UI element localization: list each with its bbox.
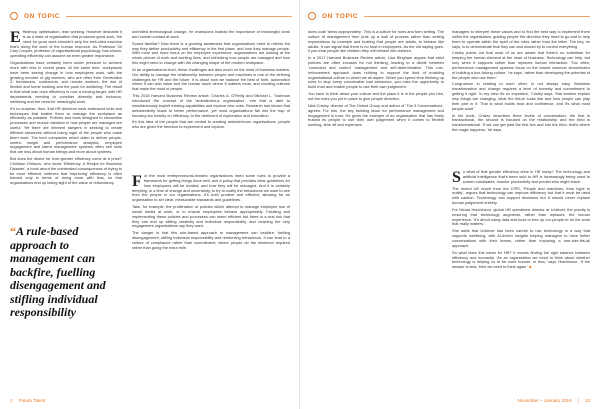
header-rule — [364, 16, 590, 17]
body-paragraph: In his book, Crisley describes three levels of conversation: the first is transactional, the second is focused on the relationship and the third is transformational. 'If we can get past the first two and into the third, that's where the magic happens,' he says. — [452, 112, 590, 133]
body-paragraph: You have to think about your culture and the place it is in the people you hire, not the rules you put in place to give people direction. — [308, 91, 444, 101]
body-paragraph: managers to interpret these values and to find the best way to implement them within the organisation, guiding people the direction they need to go and to help them to operate within the spirit of the rules rather than the letter. The key, he says, is to demonstrate that they can and should try to control everything. — [452, 30, 590, 49]
body-paragraph: So what does this mean for HR? It means finding the right balance between efficiency and humanity. 'As an organisation we need to think about whether technology is helping us to be more human, or less,' says Hutchinson. 'If the answer is less, then we need to think again.' ■ — [452, 249, 590, 270]
publication-name: Future Talent — [18, 398, 46, 403]
header-rule — [66, 16, 292, 17]
page-number: 13 — [584, 398, 590, 403]
body-paragraph: It's no surprise, then, that HR directors have embraced tools and techniques that enable them to manage the workplace as efficiently as possible. Policies and tools designed to streamline processes and reduce variation in how people are managed are useful. Yet there are inherent dangers in seeking to create efficient structures without losing sight of the people who make them work. The tech companies which claim to deliver people-centric insight and performance analytics, employee engagement and talent management systems often sell tools that are less about human beings and more about systems. — [10, 105, 122, 155]
left-header — [10, 10, 292, 22]
section-label: ON TOPIC — [322, 12, 359, 20]
right-column-2-lower — [452, 170, 590, 390]
end-mark-icon: ■ — [529, 264, 532, 270]
body-paragraph: The recent UK report from the CIPD, 'People and machines: from hype to reality', argues that technology can improve efficiency but that it must be used with caution. Technology can support decisions but it should never replace human judgement entirely. — [452, 185, 590, 206]
issue-date: November – January 2019 — [517, 398, 572, 403]
body-paragraph: The danger is that this rule-based approach to management can backfire, fuelling disengagement, stifling individual responsibility and reinforcing behaviours. It can lead to a culture of compliance rather than commitment, where people do the minimum required rather than going the extra mile. — [132, 230, 290, 250]
body-paragraph: But does the desire for ever-greater efficiency come at a price? Christian Ohlsson, who wrote 'Efficiency: A Recipe for Business Disaster', a book about the unintended consequences of trying to be more efficient, believes that 'improving' efficiency is often framed only in terms of doing more with less, so that organisations end up losing sight of the value of redundancy. — [10, 156, 122, 186]
lead-paragraph: Efficiency, optimisation, lean working. However desirable it is as a state of organisation that produces good work, the need for good work shouldn't strip the well-oiled machine that's doing the work of the human resource. As Professor Sir Cary Cooper, professor of organisational psychology, has shown, operating efficiently can assume an even greater importance. — [10, 30, 122, 59]
body-paragraph: does code 'dress appropriately'. This is a culture for rules and form setting. The culture of management then puts up a wall of process rather than setting expectations by example and trusting that people are adults, to behave like adults. It can signal that there is no trust in employees. As the old saying goes, if you treat people like children they will behave like children. — [308, 30, 444, 54]
body-paragraph: Take, for example, the proliferation of policies which attempt to manage employee use of social media at work, or to ensure employees behave appropriately. Creating and implementing these policies and processes can seem efficient but there is a real risk that they can end up stifling creativity and individual responsibility, and crushing the very engagement organisations say they want. — [132, 204, 290, 229]
right-header — [308, 10, 590, 22]
left-column-2-lower — [132, 174, 290, 389]
right-column-2 — [452, 30, 590, 165]
body-paragraph: unbridled technological change, he champions instead the importance of meaningful work and human contact at work. — [132, 30, 290, 39]
body-paragraph: For Nicola Hutchinson, global HR operations director at Unilever, the priority is ensuring that technology augments, rather than replaces, the human experience. 'It's about using data and tools to free up our people to do the work that really matters.' — [452, 206, 590, 227]
body-paragraph: Nick Crisley, director of The Oxford Group and author of 'The 3 Conversations', agrees. For him, the key building block for performance management and engagement is trust. He gives the example of an organisation that has freely trusted its people to use their own judgement when it comes to flexible working, time off and expenses. — [308, 102, 444, 128]
left-footer — [10, 398, 45, 403]
left-column-1 — [10, 30, 122, 220]
footer-separator: | — [577, 398, 579, 403]
body-paragraph: In a 2017 Harvard Business Review article, Lisa Bingham argues that strict policies are often excuses for not thinking, leading to a divide between 'command and control' management and self-determination. This rule-enforcement approach does nothing to support the kind of enabling organisational culture to which we all aspire. When you spend time thinking up rules to stop every conceivable bad behaviour, you miss the opportunity to build trust and enable people to use their own judgement. — [308, 55, 444, 90]
quote-mark-icon: “ — [10, 224, 16, 238]
footer-menu-icon: ≡ — [10, 398, 13, 403]
body-paragraph: Crisley points out that most of us are aware that there's no substitute for keeping the human element at the heart of business. Technology can help, but only when it supports rather than replaces human interaction. 'Too often, performance management systems focus on the lowest common denominator of building a box-ticking culture,' he says, 'rather than developing the potential of the people who use them.' — [452, 50, 590, 80]
right-footer — [518, 398, 590, 403]
right-page — [300, 0, 600, 409]
section-circle-icon — [10, 12, 18, 20]
body-paragraph: She adds that Unilever has been careful to use technology in a way that supports wellbeing, with AI-driven insights helping managers to have better conversations with their teams, rather than imposing a one-size-fits-all approach. — [452, 228, 590, 248]
body-paragraph: This 2018 Harvard Business Review article, Charles A. O'Reilly and Michael L. Tushman introduced the concept of the 'ambidextrous organisation', one that is able to simultaneously exploit existing capabilities and explore new ones. Research has shown that ambidexterity leads to better performance, yet most organisations fall into the trap of focusing too heavily on efficiency, to the detriment of exploration and innovation. — [132, 93, 290, 118]
body-paragraph: It's this idea of the people that are central to creating ambidextrous organisations, people who are given the freedom to experiment and explore. — [132, 119, 290, 130]
section-circle-icon — [308, 12, 316, 20]
body-paragraph: Organisations have certainly been under pressure to achieve more with less in recent years. At the same time, workplaces have been seeing change in how employees work, with the growing number of gig workers, who are often from Generation Z, freelancers, contractors, and remote workers, the rise of flexible and home working and the push for wellbeing. The result is that what was once efficiency is now a moving target, with HR departments needing to consider diversity and inclusion, wellbeing and the need for meaningful work. — [10, 60, 122, 104]
drop-cap: F — [132, 174, 142, 190]
drop-cap: E — [10, 30, 21, 46]
drop-cap: S — [452, 170, 461, 186]
body-paragraph: Congruence in relating to each other, is not always easy. Business transformation and change requires a level of honesty and commitment to getting it right. 'In my view it's so important,' Crisley says, 'that leaders explain why things are changing, what the future looks like and how people can play their part in it. That is what builds trust and confidence, and it's what most people want.' — [452, 81, 590, 111]
left-column-2 — [132, 30, 290, 170]
section-label: ON TOPIC — [24, 12, 61, 20]
pull-quote: “A rule-based approach to management can backfire, fuelling disengagement and stifling individual responsibility — [10, 224, 106, 319]
body-paragraph: At an organisational level, these challenges are also much on the mind of business leaders. Our ability to manage the relationship between people and machines is one of the defining challenges for HR and the future. It is about how we balance the best of both, automation where it can add value and the human touch where it matters most, and creating cultures that make the most of people. — [132, 66, 290, 92]
section-lead-paragraph: For the most entrepreneurial-minded organisations need some rules to provide a framework for getting things done well, and a policy that provides clear guidelines for how employees will be treated, and how they will be managed. And it is certainly tempting, in a time of change and uncertainty, to try to codify the behaviours we want to see from the people in our organisations. It's both prudent and efficient, allowing for an organisation to set clear, measurable standards and guidelines. — [132, 174, 290, 203]
section-lead-paragraph: So what of that greater efficiency drive in HR today? The technology and artificial intelligence that's been sold to HR is increasingly being used to screen candidates, monitor productivity and predict who might leave. — [452, 170, 590, 186]
body-paragraph: Sound familiar? Now there is a growing awareness that organisations need to rethink the way they define productivity and efficiency in the first place, and how they manage people. With more and more focus on the employee experience, organisations are looking at the whole picture of work and working lives, and rethinking how people are managed and how this might need to change with the changing shape of the modern workplace. — [132, 40, 290, 66]
right-column-1 — [308, 30, 444, 395]
